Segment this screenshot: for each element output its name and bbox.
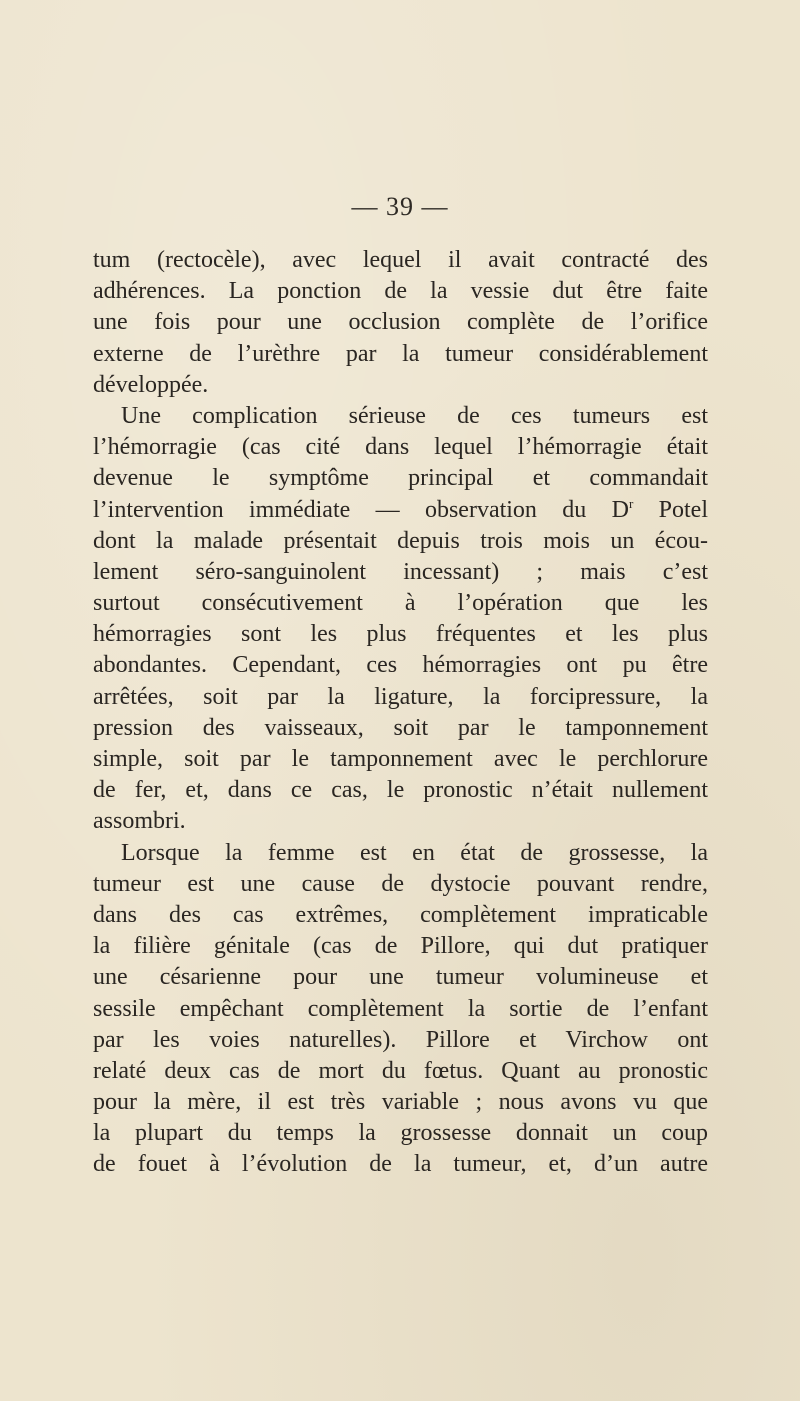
text-line: de fouet à l’évolution de la tumeur, et, d’un autre — [93, 1151, 708, 1178]
text-line: tumeur est une cause de dystocie pouvant rendre, — [93, 870, 708, 897]
text-line: lement séro-sanguinolent incessant) ; mais c’est — [93, 558, 708, 585]
text-line: abondantes. Cependant, ces hémorragies ont pu être — [93, 652, 708, 679]
text-line: une fois pour une occlusion complète de l’orifice — [93, 309, 708, 336]
text-fragment: l’intervention immédiate — observation du D — [93, 496, 629, 523]
text-line-with-superscript — [93, 495, 708, 526]
paragraph-start-line: Lorsque la femme est en état de grossesse, la — [121, 839, 708, 866]
text-line: assombri. — [93, 808, 186, 835]
text-line: la plupart du temps la grossesse donnait un coup — [93, 1120, 708, 1147]
text-line: hémorragies sont les plus fréquentes et les plus — [93, 621, 708, 648]
text-line: de fer, et, dans ce cas, le pronostic n’était nullement — [93, 777, 708, 804]
text-line: par les voies naturelles). Pillore et Virchow ont — [93, 1026, 708, 1053]
text-line: une césarienne pour une tumeur volumineuse et — [93, 964, 708, 991]
text-fragment: Potel — [633, 496, 708, 523]
text-line: l’hémorragie (cas cité dans lequel l’hémorragie était — [93, 434, 708, 461]
text-line: la filière génitale (cas de Pillore, qui dut pratiquer — [93, 933, 708, 960]
text-line: externe de l’urèthre par la tumeur considérablement — [93, 340, 708, 367]
text-line: pression des vaisseaux, soit par le tamponnement — [93, 714, 708, 741]
text-line: surtout consécutivement à l’opération que les — [93, 590, 708, 617]
superscript: r — [628, 495, 634, 511]
text-line: simple, soit par le tamponnement avec le perchlorure — [93, 746, 708, 772]
text-line: pour la mère, il est très variable ; nous avons vu que — [93, 1089, 708, 1116]
paragraph-start-line: Une complication sérieuse de ces tumeurs est — [121, 402, 708, 429]
page-number: — 39 — — [351, 192, 449, 221]
text-line: adhérences. La ponction de la vessie dut être faite — [93, 278, 708, 305]
text-line: devenue le symptôme principal et commandait — [93, 465, 708, 492]
text-line: relaté deux cas de mort du fœtus. Quant au pronostic — [93, 1057, 708, 1084]
text-line: arrêtées, soit par la ligature, la forcipressure, la — [93, 683, 708, 710]
body-text — [93, 245, 708, 1181]
text-line: sessile empêchant complètement la sortie de l’enfant — [93, 995, 708, 1022]
text-line: tum (rectocèle), avec lequel il avait contracté des — [93, 247, 708, 273]
text-line: développée. — [93, 371, 209, 398]
text-line: dans des cas extrêmes, complètement impraticable — [93, 901, 708, 928]
text-line: dont la malade présentait depuis trois mois un écou- — [93, 527, 708, 554]
